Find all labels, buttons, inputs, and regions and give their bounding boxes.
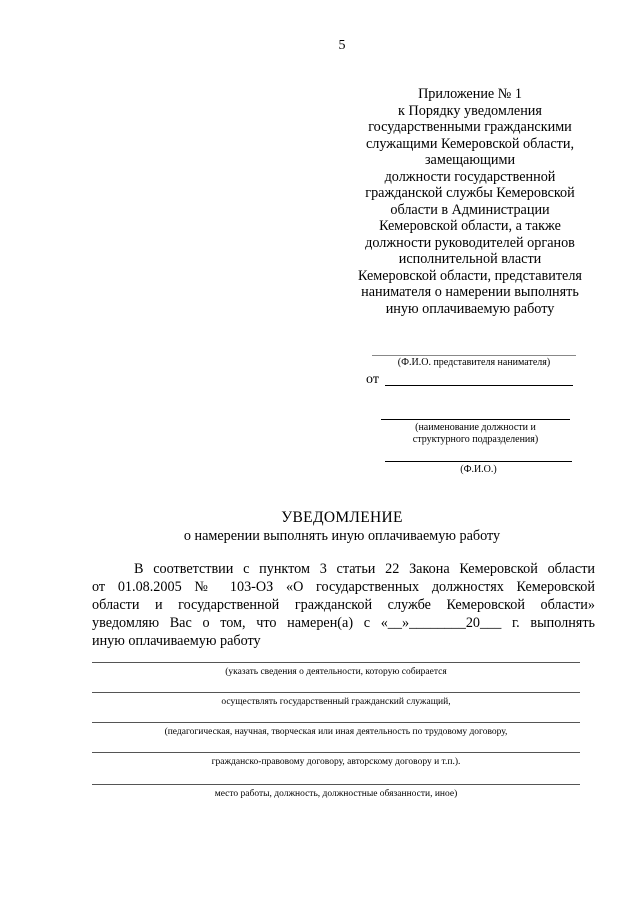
appendix-line: Приложение № 1 — [418, 86, 522, 102]
appendix-line: служащими Кемеровской области, — [366, 135, 574, 152]
position-caption-2: структурного подразделения) — [412, 434, 539, 445]
form-caption: осуществлять государственный гражданский служащий, — [221, 697, 451, 707]
fio-caption: (Ф.И.О.) — [460, 464, 497, 475]
fio-fill-line — [385, 461, 572, 462]
representative-caption: (Ф.И.О. представителя нанимателя) — [397, 357, 551, 368]
form-caption: гражданско-правовому договору, авторскому договору и т.п.). — [211, 757, 461, 767]
activity-fill-line — [92, 722, 580, 723]
position-fill-line — [381, 419, 570, 420]
appendix-line: области в Администрации — [390, 201, 550, 218]
appendix-line: государственными гражданскими — [368, 119, 572, 135]
body-line: уведомляю Вас о том, что намерен(а) с «__»________20___ г. выполнять — [92, 615, 595, 631]
appendix-line: гражданской службы Кемеровской — [365, 185, 575, 201]
position-caption-1: (наименование должности и — [415, 422, 536, 433]
appendix-line: к Порядку уведомления — [398, 102, 542, 119]
from-fill-line — [385, 385, 573, 386]
form-caption: (указать сведения о деятельности, которую собирается — [225, 667, 447, 677]
appendix-line: должности государственной — [384, 168, 556, 185]
activity-fill-line — [92, 692, 580, 693]
representative-fill-line — [372, 355, 576, 356]
body-line: В соответствии с пунктом 3 статьи 22 Закона Кемеровской области — [134, 561, 595, 577]
notification-body — [92, 560, 595, 650]
page-number: 5 — [338, 38, 346, 53]
appendix-header — [345, 86, 595, 317]
appendix-line: должности руководителей органов — [365, 234, 575, 251]
body-line: иную оплачиваемую работу — [92, 633, 261, 649]
body-line: от 01.08.2005 № 103-ОЗ «О государственных должностях Кемеровской — [92, 579, 595, 595]
appendix-line: исполнительной власти — [398, 251, 542, 267]
body-line: области и государственной гражданской службе Кемеровской области» — [92, 597, 595, 613]
activity-fill-line — [92, 752, 580, 753]
form-caption: (педагогическая, научная, творческая или иная деятельность по трудовому договору, — [164, 727, 508, 737]
appendix-line: замещающими — [424, 152, 516, 168]
appendix-line: иную оплачиваемую работу — [385, 300, 555, 317]
activity-fill-line — [92, 784, 580, 785]
appendix-line: Кемеровской области, представителя — [358, 267, 582, 284]
document-subtitle: о намерении выполнять иную оплачиваемую работу — [183, 528, 501, 544]
appendix-line: нанимателя о намерении выполнять — [361, 284, 579, 300]
from-label: от — [366, 372, 379, 387]
appendix-line: Кемеровской области, а также — [379, 218, 561, 234]
activity-fill-line — [92, 662, 580, 663]
form-caption: место работы, должность, должностные обязанности, иное) — [214, 789, 458, 799]
document-title: УВЕДОМЛЕНИЕ — [281, 509, 403, 526]
